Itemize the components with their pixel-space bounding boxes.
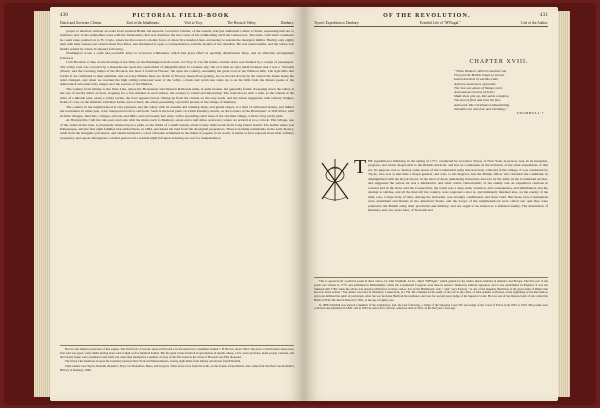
footnote: Their names were Taylor, Barnum, Benedict, Hoyt, two Benedicts, Burrs, and Gregory. Their wives were from Norwalk, on the Sound, except Bench, who came from Stratford. See Robbins's History of Danbury, 1846.: [60, 364, 295, 372]
right-subheads: [314, 21, 548, 27]
poem-line: The arm of flesh and trust the feet,: [454, 98, 501, 103]
paragraph: At Hawleyville I left the rail-road, and rode with the mail-coach to Danbury, seven and a half miles westward, where we arrived at two o'clock. This village, one of the oldest in the state, is pleasantly situated upon a plain on the banks of a small stream, about twenty miles north from Long Island Sound. The Indian name was Pahquioque, and the first eight families that settled there, in 1684, purchased the land from the aboriginal proprietors. There is nothing remarkable in the early history, aside from the struggles, privations, and alarms incident to a new Christian settlement in the midst of pagans; in its worth, it seems to have enjoyed more than ordinary prosperity, and repose through the colonial period, but a terrible night fell upon it during our war for independence.: [60, 118, 294, 140]
subhead: Life of the Author.: [521, 21, 548, 25]
paragraph: Washington wrote a calm and powerful letter to Governor Chittenden, which had great effect in quelling disturbances there, and an amicable arrangement followed.: [60, 51, 294, 60]
poem-line: Made them give up, like saints complete,: [454, 94, 510, 99]
paragraph: The country from Albany to the State Line, where the Housatonic and Western Railroads unite, is quite broken, but generally fertile. Sweeping down the valley at the rate of twenty miles an hour, stopping for a few minutes at each station, the scenery is varied and interesting. The train moves with a rush, as the wheels at the sides of a hillside pass, along a valley ravine, the river appears below. Taking up from the current on the easy north, and the whole suggestive with railway bridges, fields of corn, on the hillsides with their farms, and orchard, the whole presenting a graceful picture of the village of Danbury.: [60, 86, 294, 105]
poem-line: And manual exercise of heels;: [454, 90, 495, 95]
right-body: [368, 159, 548, 212]
subhead: Danbury.: [280, 21, 294, 25]
poem-line: " When Yankees, skill'd in martial rule,: [454, 69, 507, 73]
footnote: Hood is the simple production of this engine. The first flock of Saxony sheep in Hoosick was introduced by a drummer named J. H. Brown, about 1824. The price at which these sheep were first sold was great, some lambs having been sold as high as five hundred dollars. But the great losses incurred in speculation in merino sheep, a few years previous, made people cautious, and the Saxony sheep were considered only fairly but when they multiplied, a number of ewes of the first breed in the Town of Hoosick was fifty thousand.: [60, 347, 294, 359]
page-number: 431: [539, 13, 548, 18]
running-title: PICTORIAL FIELD-BOOK: [132, 13, 230, 19]
running-title: OF THE REVOLUTION.: [383, 13, 471, 19]
poem-line: Instructed them in warlike trade,: [454, 77, 499, 82]
subhead: Dutch and Governor Clinton.: [60, 21, 103, 25]
epigraph-poem: [454, 69, 544, 115]
poem-line: And work, like Christians undissembling,: [454, 102, 510, 107]
right-running-head: [314, 13, 548, 19]
footnote: This is quoted from a political poem in three cantos, by John Trumbull, LL.D., called "M'Fingal," which gained for the author much celebrity in America and Europe. The first part of the poem was written in 1775, and published in Philadelphia, where the Continental Congress were then in session. Numerous editions appeared, and it was republished in England. It was not finished until 1782, when the whole was printed at Hartford, in three cantos. It is in the Hudibrastic vein, " and," says Everett, " is one of the happiest imitations of the great satire of Butler that has ever been written." The author was born in Westbury, Connecticut, in 1750. He commenced the study of the law in the office of John Adams, in Boston, at the beginning of the Revolution, and soon imbibed the spirit of patriotism. After the war he made Hartford his residence, and was for several years judge of the Superior Court. He was one of the famous band of wits called the Hartford Wits. He died at Detroit in 1831, at the age of eighty-one.: [314, 279, 548, 302]
footnote: In 1808 Trumbull was elected a member of the Legislature, and, the year following, a Judge of the Supreme Court. He was Judge of the Court of Errors from 1801 to 1819. His poems were collected and published in 1820, and in 1825 he removed to Detroit, where he died in 1831, in the 82d year of his age.: [314, 302, 548, 311]
military-trophy-illustration: [318, 157, 352, 203]
poem-line: The true war-dance of Yankee reels,: [454, 85, 503, 90]
paragraph: I left Hoosick at nine on the morning of the 20th, on the Bennington mail-coach, for Troy. It was fall inside, and the drive was flanked by a couple of passengers. The valley road was crowded by a sharpshooter, upon the roadcombat of delightful place in a leisure day; the cool mist as one's landlord knew that I was a ' Hoosick citizen,' and the towering lumps of the Hoosick, the more I found in Hoosac, the upon the country, ascending the great road of the Walloon hills. The light hills that border it are cultivated to their summits, and on every hillside there are fields of flowery sheep most grazing. As we moved slowly up the canton the shade broke the wind changed, and when we reached the high rolling table-land west of the valley, a fresh and warm sun came up to us the hills from the distant peaks of the Adirondack and other lofty ranges near the sources of the Hudson.: [60, 60, 294, 87]
subhead: The Hoosick Valley.: [227, 21, 257, 25]
left-subheads: [60, 21, 294, 27]
book-spread: [4, 3, 596, 405]
poem-line: First put the British troops to school;: [454, 73, 505, 78]
page-edges-right: [558, 11, 570, 397]
footnote: The Stone Line mentions in upon the boundary between New York and Massachusetts, twenty-eight miles from Albany and eleven from Pittsfield.: [65, 359, 241, 364]
page-number: 430: [60, 13, 69, 18]
paragraph: proper to interfere without an order from General Heath, his superior. Governor Clinton, of the Guards, had just addressed a letter to Stark, requesting him not to interfere; and, as his sympathies were with the Vermonters, that was therefore the true cause of his withholding aid from Gansevoort. The latter, with what volunteers he could raise, pushed on to Ft. Coyle, where he discovered a motley force of about five hundred men, advancing to sustain the insurgent militia. Having only eighty men with him, Gansevoort retired about five miles, and attempted to open a correspondence with the leaders of the rebellion. He was unsuccessful, and the whole was finally settled by action in January following.: [60, 29, 294, 51]
poem-attribution: TRUMBULL.*: [516, 111, 544, 116]
left-running-head: [60, 13, 294, 19]
subhead: Zeal of the Inhabitants.: [126, 21, 160, 25]
left-footnotes: [60, 345, 294, 374]
poem-line: Salvation out with fear and trembling.": [454, 106, 508, 111]
page-edges-left: [34, 11, 50, 397]
subhead: Visit to Troy.: [184, 21, 203, 25]
subhead: Eventful Life of "M'Fingal.": [419, 21, 461, 25]
drop-cap-T: T: [354, 156, 367, 178]
right-page: [304, 7, 558, 401]
left-body: [60, 29, 294, 140]
right-footnotes: [314, 277, 548, 312]
paragraph: HE expedition to Danbury, in the spring of 1777, conducted by Governor Tryon, of New York, in person, was, in its inception, progress, and result, disgraceful to the British character, and has no counterpart in the barbarity of the other expeditions of that era. Its purpose was to destroy some stores of the Continental army that had been collected at the village. It was conducted by Tryon, who was at that time a major-general, and who, to his disgrace, has the British officer who obtained the command, in distinguished with the Royal forces, in the most of those plundering incursions and acts by the army in the Continental section, and suggested the whose he was a ministerial, and other whole characteristic of the enemy was an expedition cautious in counsel and in the field, and the Connecticut, the result was a deep stain, vexation, and consequence, and intimidated, and the attempt to subdue, and all the men left the country, were prepared a shot at, and ultimately thrashed also, on the enemy of the time, was, a large body of men. Among the barbarian, was strongly conditioned, and most cruel. But those very Continentals were assembled and Rebels in the American States, and the troops of the neighbourhood were called out, and they were resistance the British army, their provincial and military; and not ought to be treated as a defeated enemy. The destruction of Danbury, and, two years later, of Norwalk and: [368, 159, 548, 212]
chapter-heading: CHAPTER XVIII.: [469, 59, 529, 65]
poem-line: And new maneuvres of parade;: [454, 81, 497, 86]
paragraph: The country in the neighborhood is very pleasant, and the valley with its streams and winding lanes, and gentle slopes, is a land of cultivated beauty, and thither the townsmen, in times past, were transported both to and from. Such is the level plain on which Danbury stands, on the borders of the Housatonic or Still River, with its little villages, churches, cottages, schools, and mills, and one twenty feet wide, with a spreading cedar trees of the old-time village, with its forty pretty girls.: [60, 104, 294, 118]
subhead: Tryon's Expedition to Danbury.: [314, 21, 360, 25]
left-page: [50, 7, 304, 401]
